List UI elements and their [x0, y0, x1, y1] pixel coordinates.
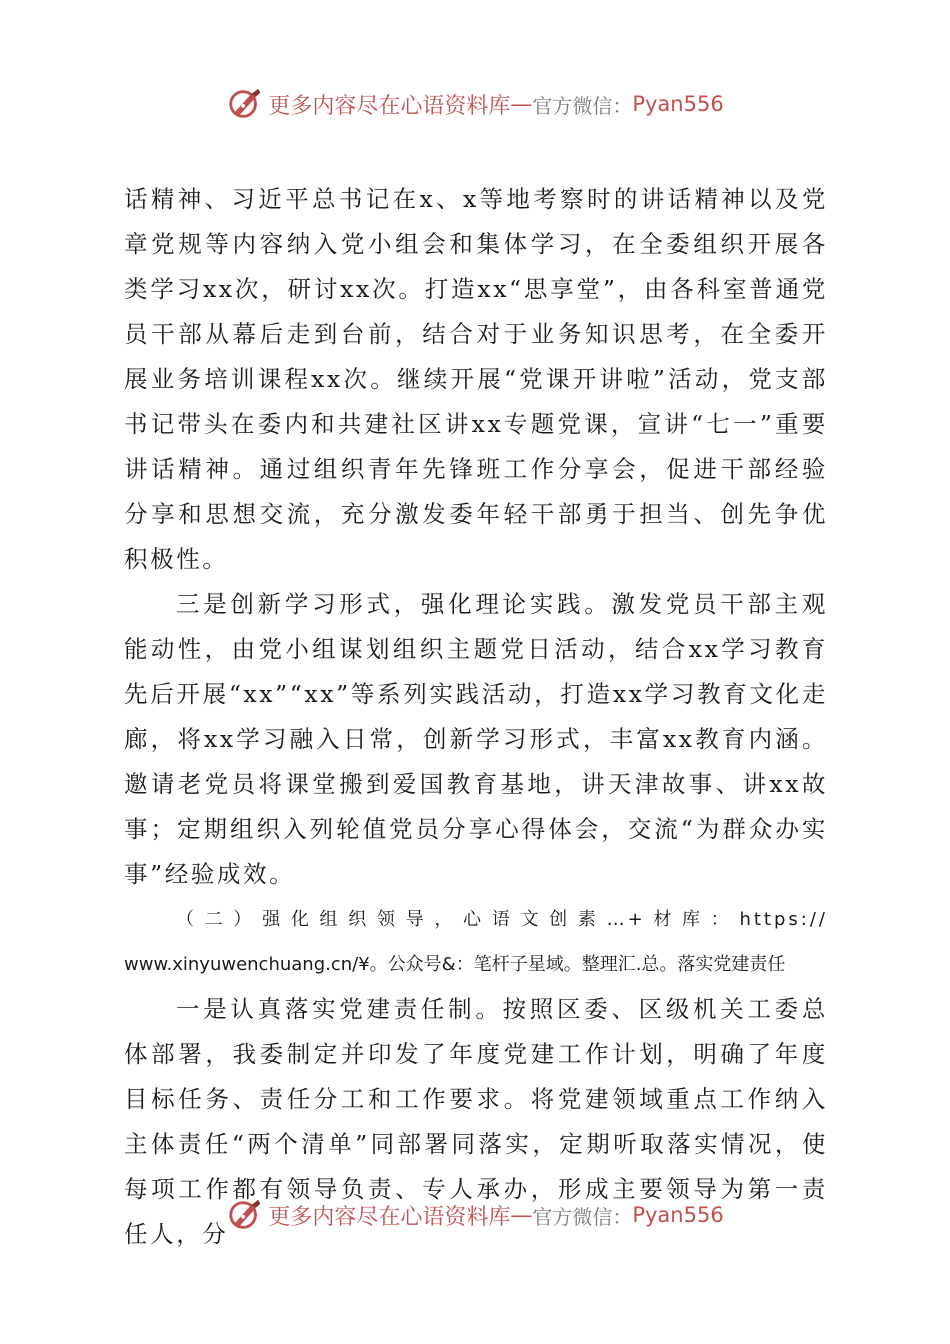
watermark-separator: —: [510, 91, 533, 117]
watermark-wechat-label: 官方微信：: [532, 93, 633, 118]
paragraph-point-one: 一是认真落实党建责任制。按照区委、区级机关工委总体部署，我委制定并印发了年度党建工作计划，明确了年度目标任务、责任分工和工作要求。将党建领域重点工作纳入主体责任“两个清单”同部署同落实，定期听取落实情况，使每项工作都有领导负责、专人承办，形成主要领导为第一责任人，分: [124, 995, 828, 1248]
watermark-site-text: 更多内容尽在心语资料库: [268, 93, 511, 119]
section-heading: [124, 897, 828, 987]
paragraph-continuation: 话精神、习近平总书记在x、x等地考察时的讲话精神以及党章党规等内容纳入党小组会和集体学习，在全委组织开展各类学习xx次，研讨xx次。打造xx“思享堂”，由各科室普通党员干部从幕后走到台前，结合对于业务知识思考，在全委开展业务培训课程xx次。继续开展“党课开讲啦”活动，党支部书记带头在委内和共建社区讲xx专题党课，宣讲“七一”重要讲话精神。通过组织青年先锋班工作分享会，促进干部经验分享和思想交流，充分激发委年轻干部勇于担当、创先争优积极性。: [124, 185, 828, 573]
section-heading-line1: （二）强化组织领导，心语文创素…+材库：https://: [176, 909, 828, 930]
section-heading-line2: www.xinyuwenchuang.cn/¥。公众号&：笔杆子星域。整理汇.总。落实党建责任: [124, 954, 786, 975]
pen-nib-logo-icon: [226, 85, 264, 123]
watermark-wechat-id: Pyan556: [632, 92, 724, 116]
watermark-wechat-label: 官方微信：: [532, 1204, 633, 1229]
watermark-site-text: 更多内容尽在心语资料库: [268, 1204, 511, 1230]
paragraph-point-three: 三是创新学习形式，强化理论实践。激发党员干部主观能动性，由党小组谋划组织主题党日活动，结合xx学习教育先后开展“xx”“xx”等系列实践活动，打造xx学习教育文化走廊，将xx学习融入日常，创新学习形式，丰富xx教育内涵。邀请老党员将课堂搬到爱国教育基地，讲天津故事、讲xx故事；定期组织入列轮值党员分享心得体会，交流“为群众办实事”经验成效。: [124, 590, 828, 888]
pen-nib-logo-icon: [226, 1196, 264, 1234]
watermark-banner-bottom: [0, 1193, 950, 1237]
watermark-banner-top: [0, 82, 950, 126]
watermark-separator: —: [510, 1202, 533, 1228]
watermark-wechat-id: Pyan556: [632, 1203, 724, 1227]
document-body: [124, 177, 828, 1257]
